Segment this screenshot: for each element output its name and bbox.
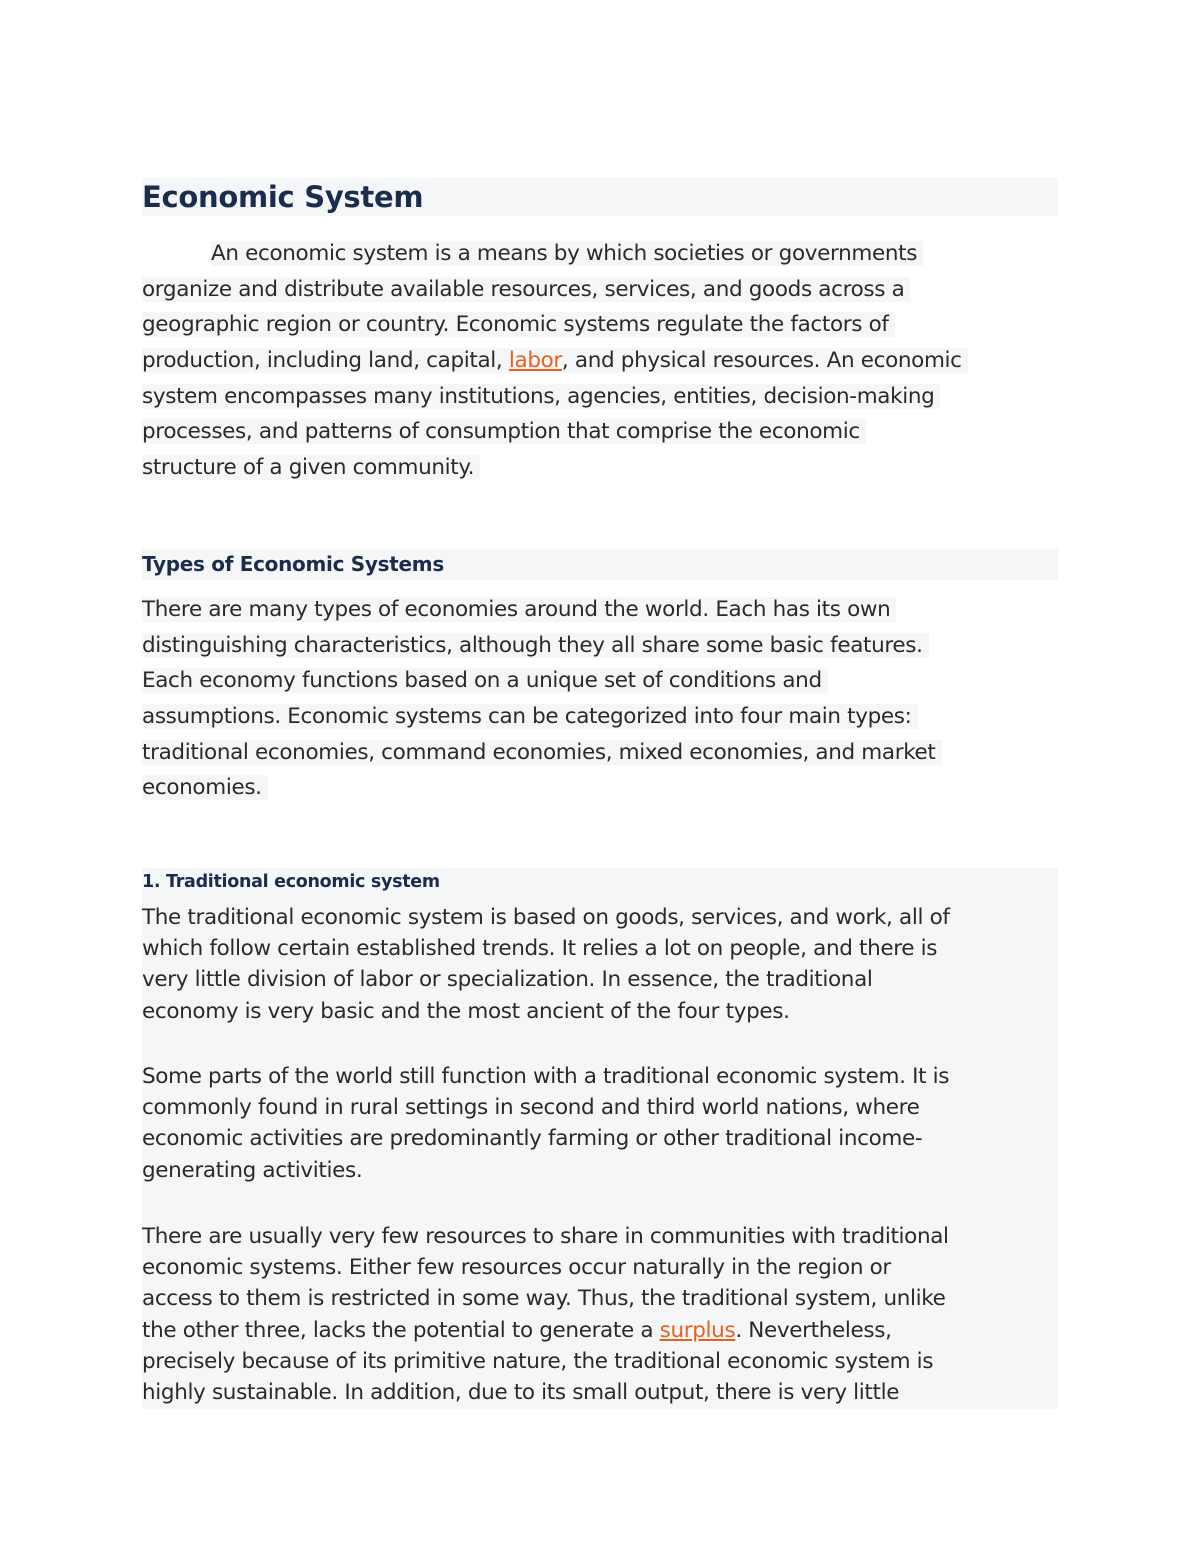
text-line: the other three, lacks the potential to generate a surplus. Nevertheless, <box>142 1317 892 1343</box>
text-line: generating activities. <box>142 1157 363 1183</box>
text-line: geographic region or country. Economic systems regulate the factors of <box>142 307 1058 343</box>
text-line: organize and distribute available resources, services, and goods across a <box>142 272 1058 308</box>
traditional-paragraph-2 <box>142 1061 1058 1186</box>
text-line: very little division of labor or specialization. In essence, the traditional <box>142 967 873 993</box>
text-line: economic activities are predominantly farming or other traditional income- <box>142 1126 923 1152</box>
text-line: distinguishing characteristics, although they all share some basic features. <box>142 628 1058 664</box>
text-line: access to them is restricted in some way. Thus, the traditional system, unlike <box>142 1286 946 1312</box>
text-line: Some parts of the world still function with a traditional economic system. It is <box>142 1064 950 1089</box>
surplus-link[interactable]: surplus <box>659 1317 736 1343</box>
text-line: commonly found in rural settings in second and third world nations, where <box>142 1095 920 1121</box>
text-line: There are many types of economies around the world. Each has its own <box>142 592 1058 628</box>
text-line: economy is very basic and the most ancient of the four types. <box>142 998 790 1024</box>
traditional-paragraph-1 <box>142 902 1058 1027</box>
traditional-paragraph-3 <box>142 1221 1058 1408</box>
text-line: traditional economies, command economies, mixed economies, and market <box>142 735 1058 771</box>
text-line: The traditional economic system is based on goods, services, and work, all of <box>142 905 950 930</box>
page-title: Economic System <box>142 178 1058 216</box>
text-line: There are usually very few resources to share in communities with traditional <box>142 1224 949 1249</box>
text-line: which follow certain established trends. It relies a lot on people, and there is <box>142 936 938 962</box>
text-line: precisely because of its primitive nature, the traditional economic system is <box>142 1348 934 1374</box>
text-line: highly sustainable. In addition, due to its small output, there is very little <box>142 1379 900 1405</box>
labor-link[interactable]: labor <box>508 348 562 374</box>
text-line: system encompasses many institutions, agencies, entities, decision-making <box>142 379 1058 415</box>
types-heading: Types of Economic Systems <box>142 549 1058 580</box>
text-line: An economic system is a means by which societies or governments <box>142 236 1058 272</box>
text-line: processes, and patterns of consumption that comprise the economic <box>142 414 1058 450</box>
traditional-heading: 1. Traditional economic system <box>142 868 1058 896</box>
text-line: Each economy functions based on a unique set of conditions and <box>142 663 1058 699</box>
types-paragraph <box>142 592 1058 806</box>
text-line: economies. <box>142 770 1058 806</box>
text-line: assumptions. Economic systems can be categorized into four main types: <box>142 699 1058 735</box>
text-line: production, including land, capital, labor, and physical resources. An economic <box>142 343 1058 379</box>
intro-paragraph <box>142 236 1058 486</box>
text-line: economic systems. Either few resources occur naturally in the region or <box>142 1255 891 1281</box>
text-line: structure of a given community. <box>142 450 1058 486</box>
traditional-section <box>142 896 1058 1409</box>
